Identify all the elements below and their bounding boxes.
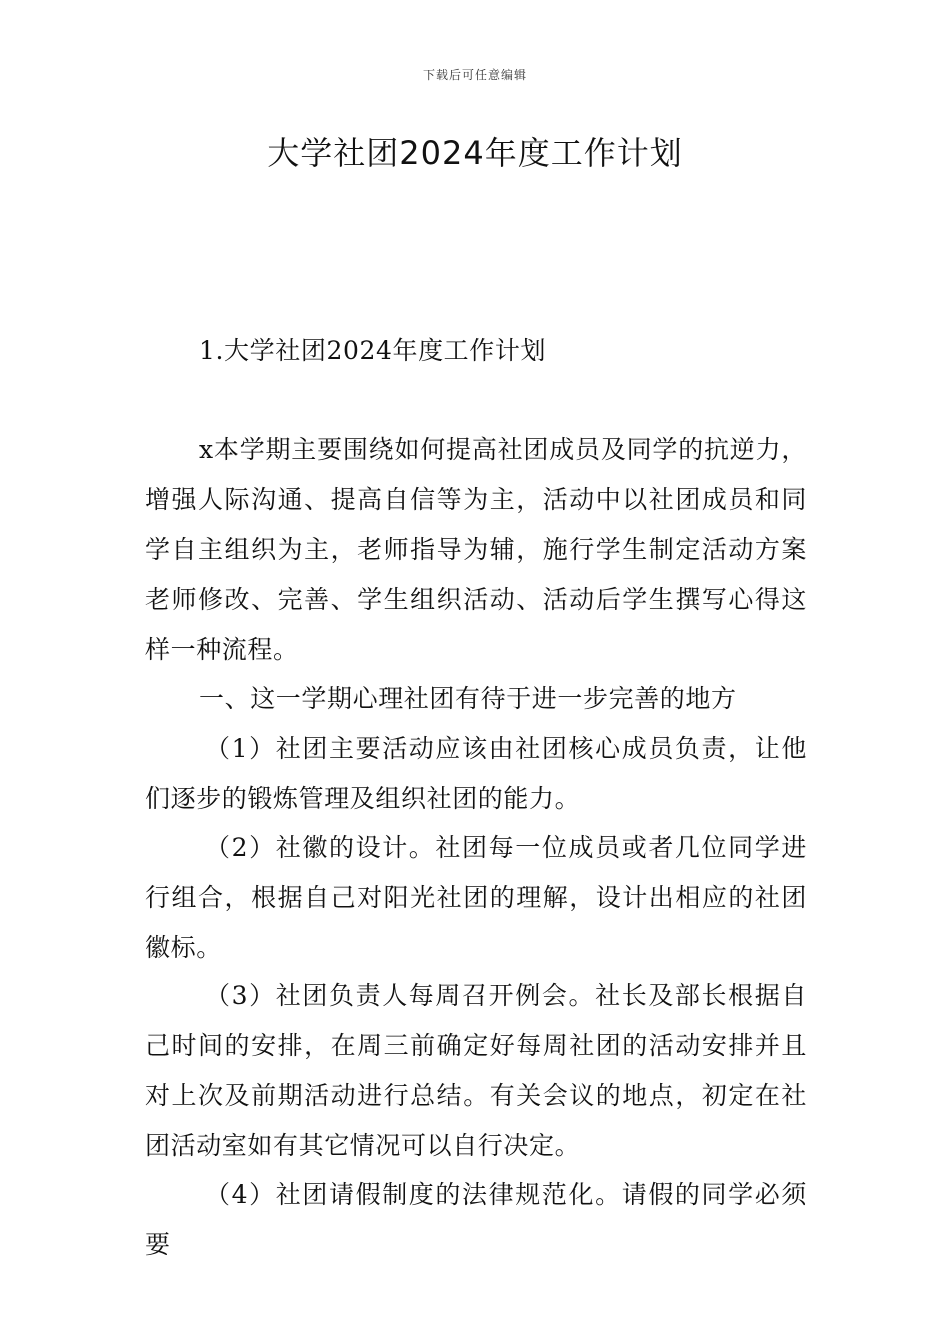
intro-paragraph: x本学期主要围绕如何提高社团成员及同学的抗逆力，增强人际沟通、提高自信等为主，活动中以社团成员和同学自主组织为主，老师指导为辅，施行学生制定活动方案老师修改、完善、学生组织活动、活动后学生撰写心得这样一种流程。 bbox=[145, 435, 807, 664]
document-title: 大学社团2024年度工作计划 bbox=[267, 134, 683, 172]
list-item: （4）社团请假制度的法律规范化。请假的同学必须要 bbox=[145, 1180, 807, 1259]
list-item: （3）社团负责人每周召开例会。社长及部长根据自己时间的安排，在周三前确定好每周社团的活动安排并且对上次及前期活动进行总结。有关会议的地点，初定在社团活动室如有其它情况可以自行决定。 bbox=[145, 981, 807, 1160]
list-item: （2）社徽的设计。社团每一位成员或者几位同学进行组合，根据自己对阳光社团的理解，设计出相应的社团徽标。 bbox=[145, 833, 807, 962]
list-item: （1）社团主要活动应该由社团核心成员负责，让他们逐步的锻炼管理及组织社团的能力。 bbox=[145, 734, 807, 813]
header-note: 下载后可任意编辑 bbox=[422, 68, 527, 82]
section-heading-numbered: 1.大学社团2024年度工作计划 bbox=[199, 336, 547, 365]
section-heading: 一、这一学期心理社团有待于进一步完善的地方 bbox=[199, 684, 737, 713]
